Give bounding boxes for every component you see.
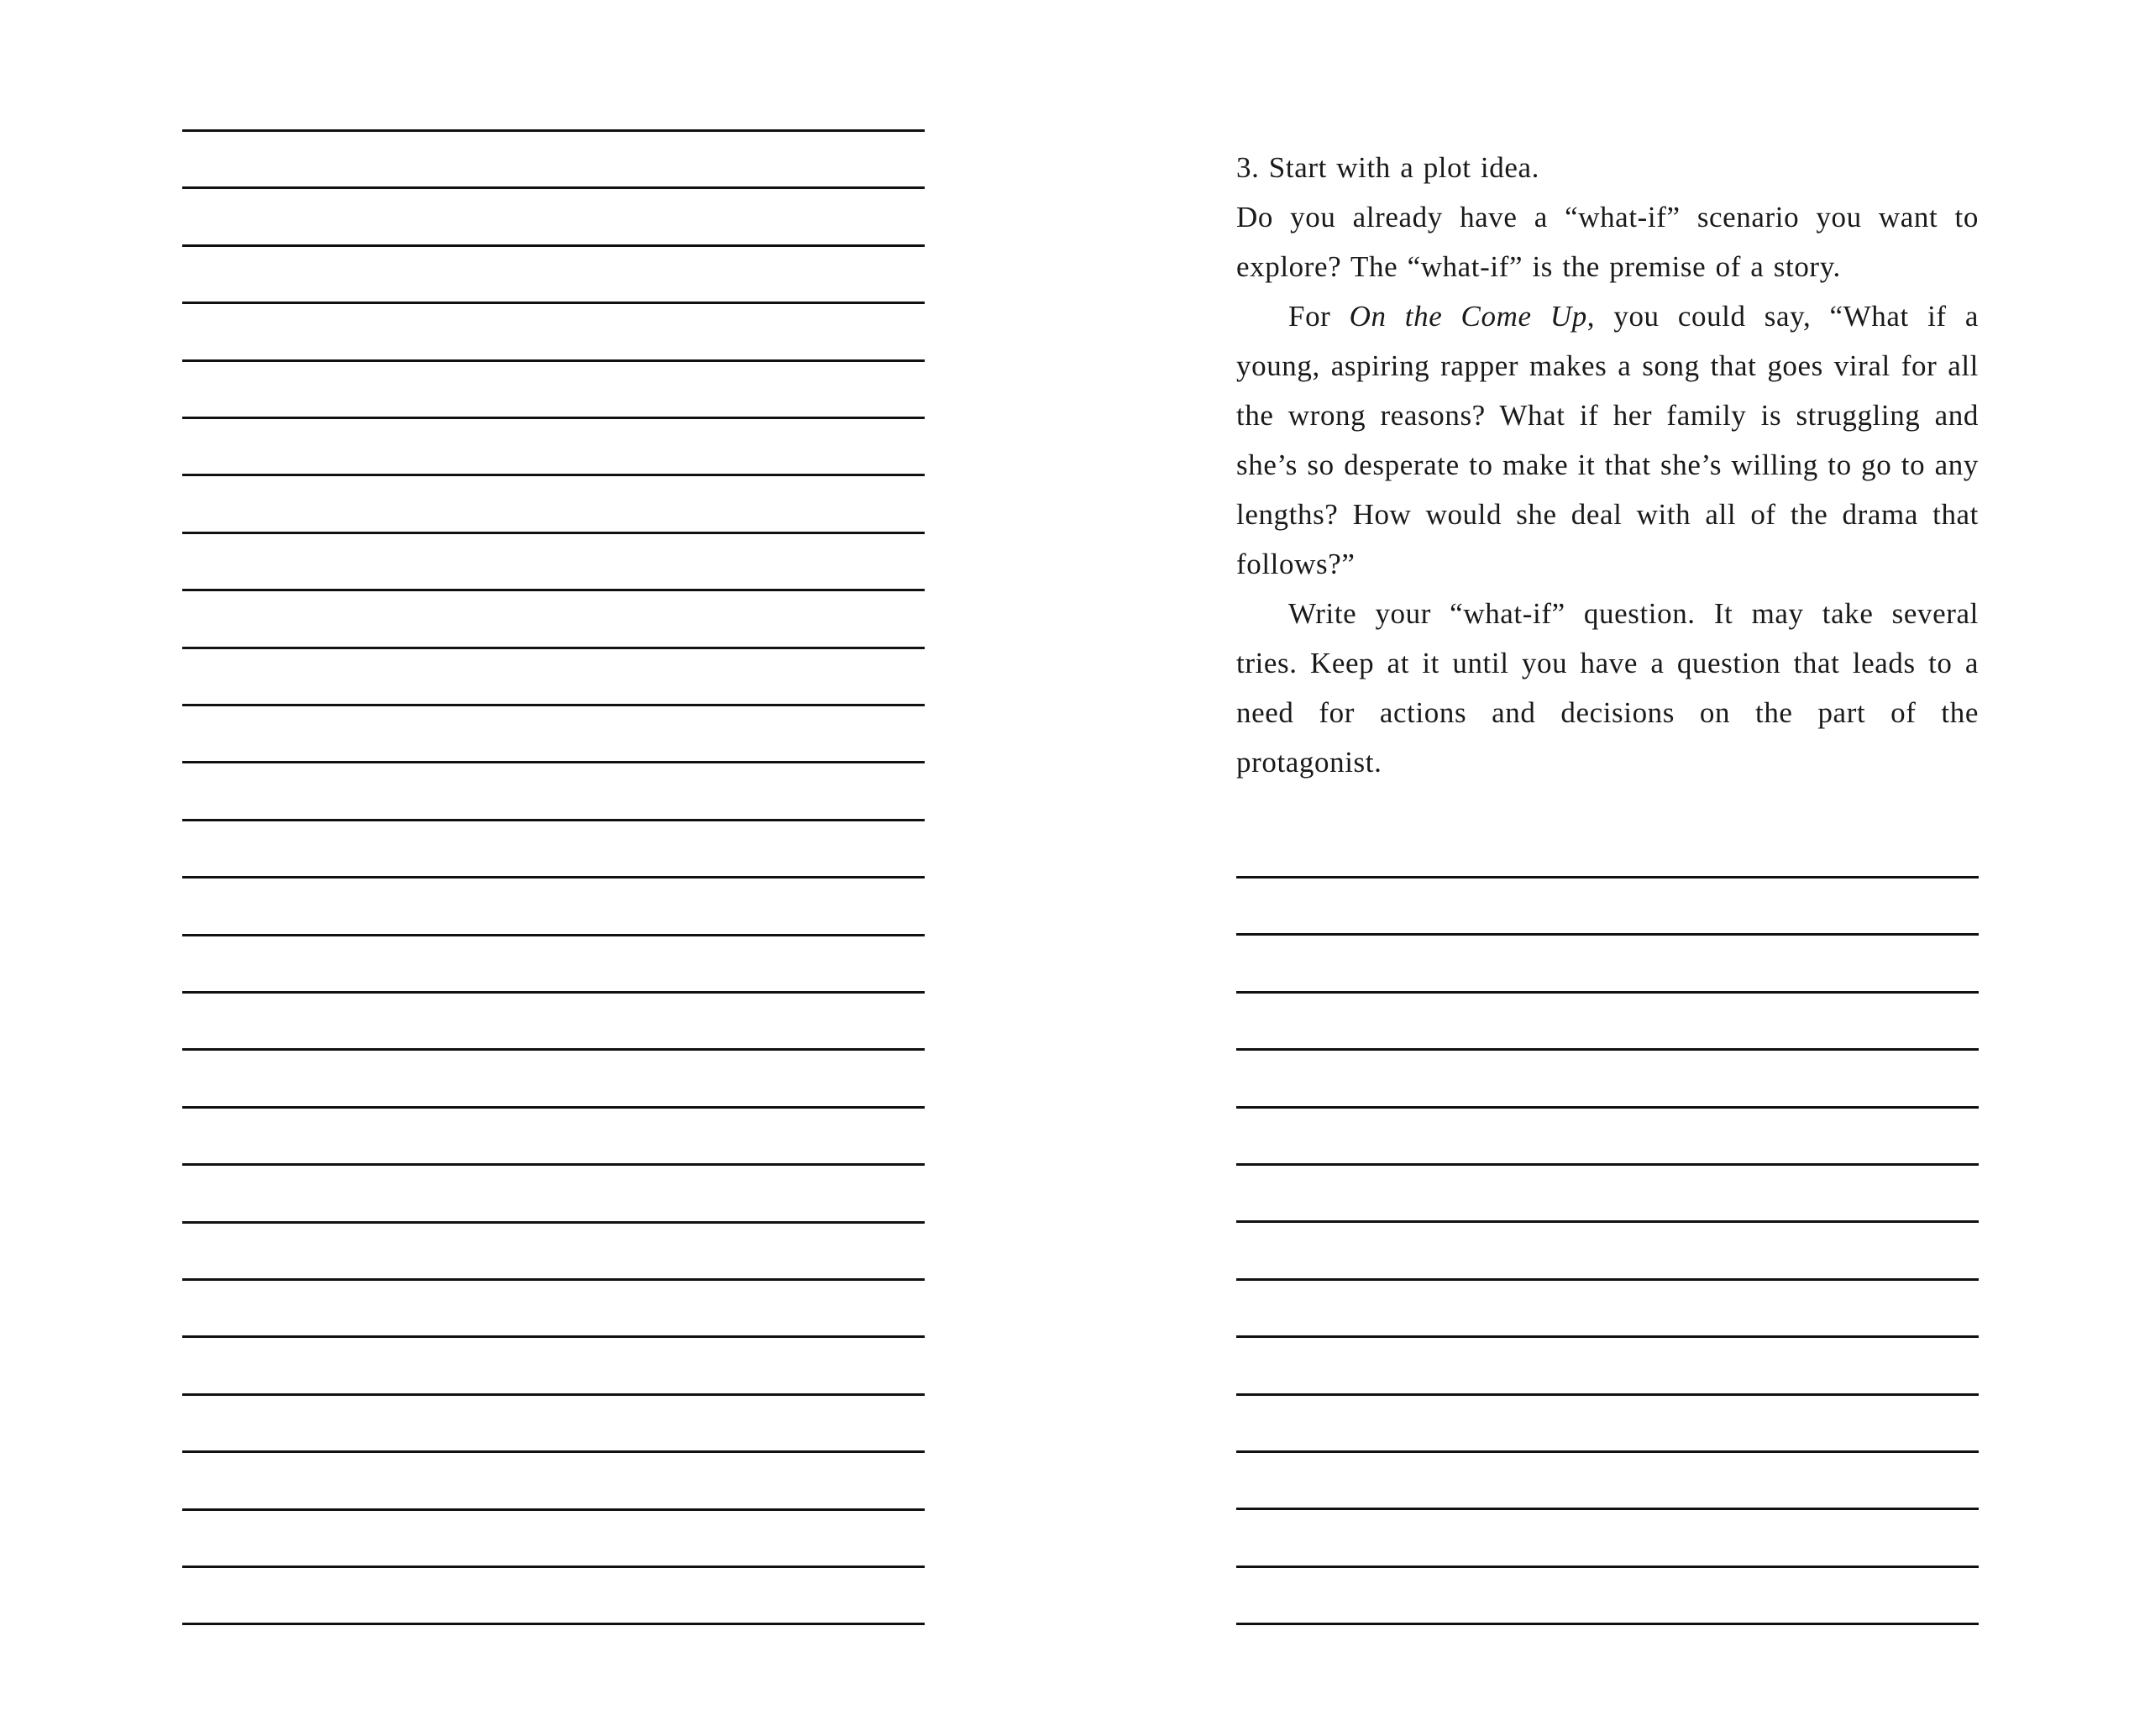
left-writing-line[interactable]	[182, 186, 925, 189]
right-writing-line[interactable]	[1236, 1335, 1979, 1338]
left-writing-line[interactable]	[182, 532, 925, 534]
left-writing-line[interactable]	[182, 1048, 925, 1051]
left-writing-line[interactable]	[182, 647, 925, 649]
left-writing-line[interactable]	[182, 761, 925, 763]
right-writing-line[interactable]	[1236, 1278, 1979, 1281]
left-writing-line[interactable]	[182, 1508, 925, 1511]
left-writing-line[interactable]	[182, 417, 925, 419]
left-writing-line[interactable]	[182, 1623, 925, 1625]
left-writing-line[interactable]	[182, 302, 925, 304]
left-writing-line[interactable]	[182, 129, 925, 132]
right-writing-line[interactable]	[1236, 876, 1979, 878]
left-writing-line[interactable]	[182, 704, 925, 706]
left-writing-line[interactable]	[182, 991, 925, 994]
left-writing-line[interactable]	[182, 1393, 925, 1396]
left-writing-line[interactable]	[182, 1450, 925, 1453]
right-writing-line[interactable]	[1236, 1048, 1979, 1051]
left-writing-line[interactable]	[182, 1566, 925, 1568]
right-writing-line[interactable]	[1236, 1623, 1979, 1625]
left-writing-line[interactable]	[182, 1106, 925, 1109]
right-writing-line[interactable]	[1236, 991, 1979, 994]
left-writing-line[interactable]	[182, 934, 925, 936]
prompt-paragraph-1: Do you already have a “what-if” scenario you want to explore? The “what-if” is the premise of a story.	[1236, 201, 1979, 283]
prompt-paragraph-3: Write your “what-if” question. It may take several tries. Keep at it until you have a question that leads to a need for actions and decisions on the part of the protagonist.	[1236, 597, 1979, 779]
right-writing-line[interactable]	[1236, 1393, 1979, 1396]
right-page	[1075, 0, 2150, 1736]
left-writing-line[interactable]	[182, 359, 925, 362]
left-writing-line[interactable]	[182, 819, 925, 821]
book-title: On the Come Up	[1349, 300, 1587, 333]
paragraph-2-rest: , you could say, “What if a young, aspiring rapper makes a song that goes viral for all the wrong reasons? What if her family is struggling and she’s so desperate to make it that she’s willing to go to any lengths? How would she deal with all of the drama that follows?”	[1236, 300, 1979, 580]
right-writing-line[interactable]	[1236, 1508, 1979, 1510]
left-writing-line[interactable]	[182, 1335, 925, 1338]
prompt-text	[1236, 143, 1979, 787]
paragraph-2-lead: For	[1288, 300, 1350, 333]
prompt-heading: 3. Start with a plot idea.	[1236, 151, 1539, 184]
right-writing-line[interactable]	[1236, 1106, 1979, 1109]
left-writing-line[interactable]	[182, 876, 925, 878]
left-writing-line[interactable]	[182, 1278, 925, 1281]
left-writing-line[interactable]	[182, 1221, 925, 1224]
left-writing-line[interactable]	[182, 1163, 925, 1166]
right-writing-line[interactable]	[1236, 1566, 1979, 1568]
prompt-paragraph-2	[1236, 291, 1979, 589]
left-writing-line[interactable]	[182, 244, 925, 247]
right-writing-line[interactable]	[1236, 1450, 1979, 1453]
left-writing-line[interactable]	[182, 474, 925, 476]
right-writing-line[interactable]	[1236, 1220, 1979, 1223]
right-writing-line[interactable]	[1236, 1163, 1979, 1166]
left-writing-line[interactable]	[182, 589, 925, 591]
right-writing-line[interactable]	[1236, 933, 1979, 936]
